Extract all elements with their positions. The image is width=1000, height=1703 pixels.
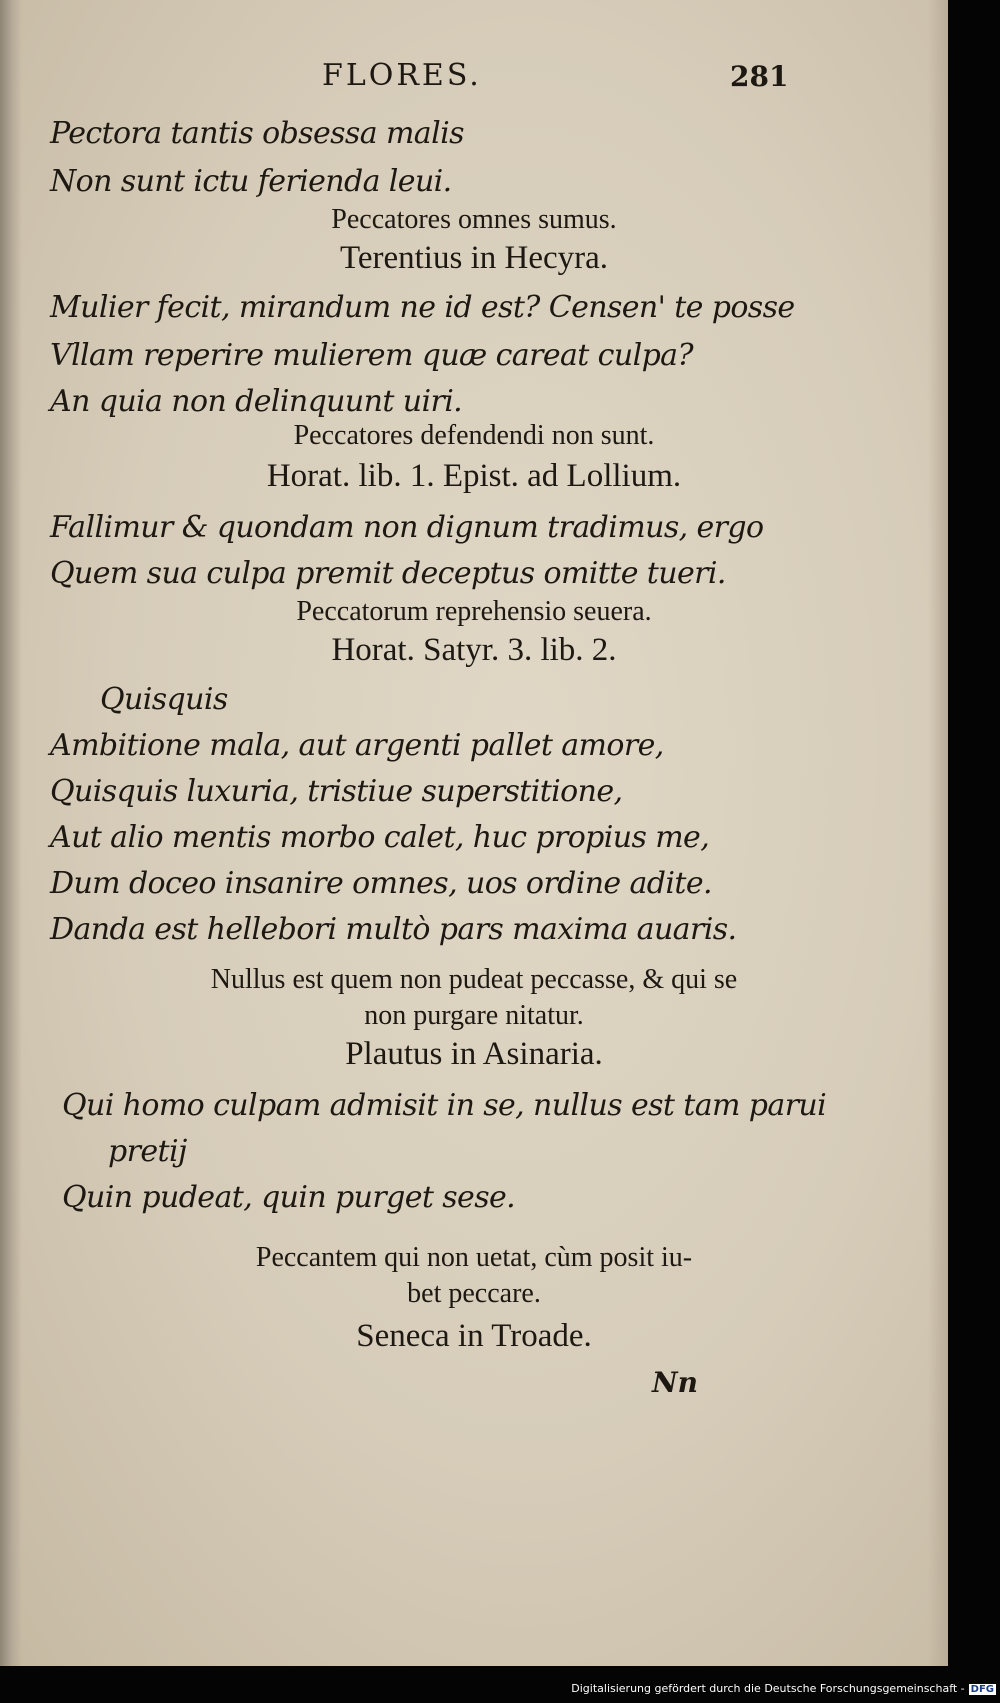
source-heading: Horat. lib. 1. Epist. ad Lollium. — [266, 458, 682, 494]
verse-line: Ambitione mala, aut argenti pallet amore, — [50, 728, 664, 763]
verse-line: Non sunt ictu ferienda leui. — [50, 164, 452, 199]
topic-heading: Nullus est quem non pudeat peccasse, & qui se — [210, 964, 738, 995]
credit-text: Digitalisierung gefördert durch die Deutsche Forschungsgemeinschaft - — [571, 1682, 965, 1695]
verse-line: Qui homo culpam admisit in se, nullus est tam parui — [62, 1088, 827, 1123]
verse-line: Pectora tantis obsessa malis — [50, 116, 464, 151]
verse-line: Mulier fecit, mirandum ne id est? Censen' te posse — [50, 290, 795, 325]
digitization-credit — [0, 1682, 996, 1695]
topic-heading: Peccantem qui non uetat, cùm posit iu- — [255, 1242, 693, 1273]
topic-heading: non purgare nitatur. — [364, 1000, 584, 1031]
verse-line: Quin pudeat, quin purget sese. — [62, 1180, 516, 1215]
verse-line: Quem sua culpa premit deceptus omitte tueri. — [50, 556, 726, 591]
verse-line: Quisquis luxuria, tristiue superstitione, — [50, 774, 623, 809]
dfg-logo: DFG — [970, 1684, 994, 1695]
verse-line: Danda est hellebori multò pars maxima auaris. — [50, 912, 737, 947]
topic-heading: Peccatorum reprehensio seuera. — [296, 596, 652, 627]
topic-heading: Peccatores defendendi non sunt. — [293, 420, 655, 451]
running-title: FLORES. — [322, 58, 482, 93]
verse-line: Dum doceo insanire omnes, uos ordine adite. — [50, 866, 712, 901]
source-heading: Seneca in Troade. — [356, 1318, 592, 1354]
verse-line: Fallimur & quondam non dignum tradimus, ergo — [50, 510, 764, 545]
verse-line: An quia non delinquunt uiri. — [50, 384, 463, 419]
page-number: 281 — [730, 60, 789, 93]
verse-line: Aut alio mentis morbo calet, huc propius me, — [50, 820, 710, 855]
catchword: Nn — [652, 1366, 698, 1399]
topic-heading: Peccatores omnes sumus. — [331, 204, 617, 235]
source-heading: Plautus in Asinaria. — [345, 1036, 603, 1072]
verse-line: Quisquis — [100, 682, 228, 717]
source-heading: Horat. Satyr. 3. lib. 2. — [331, 632, 617, 668]
topic-heading: bet peccare. — [407, 1278, 541, 1309]
source-heading: Terentius in Hecyra. — [340, 240, 608, 276]
verse-line: Vllam reperire mulierem quæ careat culpa? — [50, 338, 693, 373]
verse-line: pretij — [108, 1134, 187, 1169]
